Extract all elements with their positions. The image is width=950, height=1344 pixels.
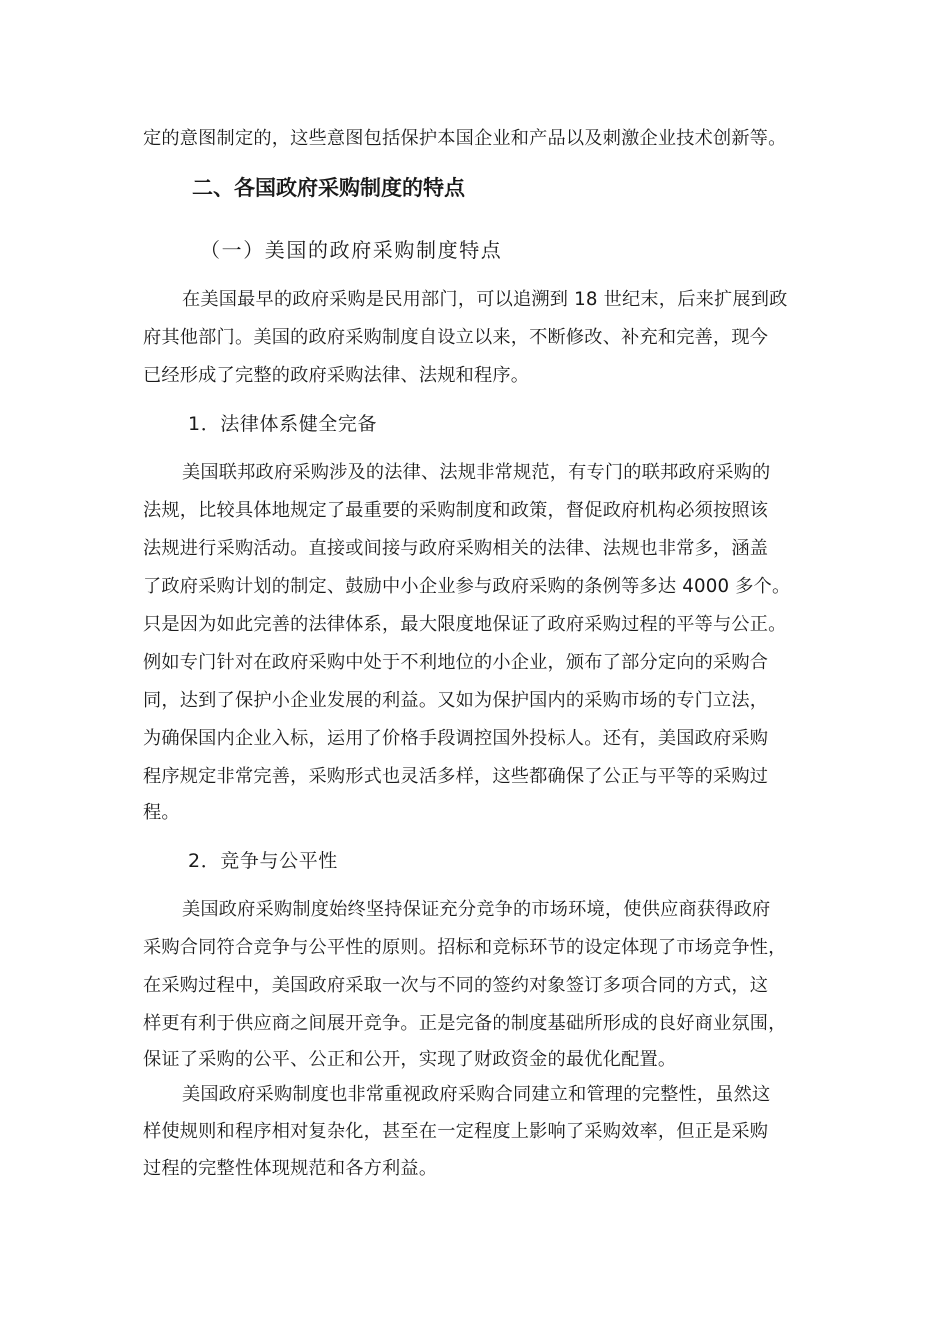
item1-line: 同，达到了保护小企业发展的利益。又如为保护国内的采购市场的专门立法， (143, 690, 769, 711)
item1-line: 为确保国内企业入标，运用了价格手段调控国外投标人。还有，美国政府采购 (143, 728, 769, 749)
item2-line: 样更有利于供应商之间展开竞争。正是完备的制度基础所形成的良好商业氛围， (143, 1013, 787, 1034)
section-heading: 二、各国政府采购制度的特点 (192, 176, 465, 200)
intro-line: 已经形成了完整的政府采购法律、法规和程序。 (143, 365, 530, 386)
item1-line: 美国联邦政府采购涉及的法律、法规非常规范，有专门的联邦政府采购的 (182, 462, 771, 483)
item2-line: 保证了采购的公平、公正和公开，实现了财政资金的最优化配置。 (143, 1049, 677, 1070)
item1-line: 只是因为如此完善的法律体系，最大限度地保证了政府采购过程的平等与公正。 (143, 614, 787, 635)
subsection-heading: （一）美国的政府采购制度特点 (200, 238, 503, 262)
lead-in-line: 定的意图制定的，这些意图包括保护本国企业和产品以及刺激企业技术创新等。 (143, 128, 787, 149)
item1-line: 了政府采购计划的制定、鼓励中小企业参与政府采购的条例等多达 4000 多个。 (143, 576, 791, 597)
item2-line: 在采购过程中，美国政府采取一次与不同的签约对象签订多项合同的方式，这 (143, 975, 769, 996)
item2-line: 过程的完整性体现规范和各方利益。 (143, 1158, 438, 1179)
item2-line: 美国政府采购制度始终坚持保证充分竞争的市场环境，使供应商获得政府 (182, 899, 771, 920)
item1-line: 法规进行采购活动。直接或间接与政府采购相关的法律、法规也非常多，涵盖 (143, 538, 769, 559)
item1-line: 程。 (143, 802, 180, 823)
item1-line: 例如专门针对在政府采购中处于不利地位的小企业，颁布了部分定向的采购合 (143, 652, 769, 673)
item1-line: 程序规定非常完善，采购形式也灵活多样，这些都确保了公正与平等的采购过 (143, 766, 769, 787)
item1-line: 法规，比较具体地规定了最重要的采购制度和政策，督促政府机构必须按照该 (143, 500, 769, 521)
intro-line: 在美国最早的政府采购是民用部门，可以追溯到 18 世纪末，后来扩展到政 (182, 289, 788, 310)
item2-line: 样使规则和程序相对复杂化，甚至在一定程度上影响了采购效率，但正是采购 (143, 1121, 769, 1142)
item1-heading: 1．法律体系健全完备 (188, 413, 378, 435)
item2-line: 美国政府采购制度也非常重视政府采购合同建立和管理的完整性，虽然这 (182, 1084, 771, 1105)
item2-heading: 2．竞争与公平性 (188, 850, 338, 872)
item2-line: 采购合同符合竞争与公平性的原则。招标和竞标环节的设定体现了市场竞争性， (143, 937, 787, 958)
intro-line: 府其他部门。美国的政府采购制度自设立以来，不断修改、补充和完善，现今 (143, 327, 769, 348)
